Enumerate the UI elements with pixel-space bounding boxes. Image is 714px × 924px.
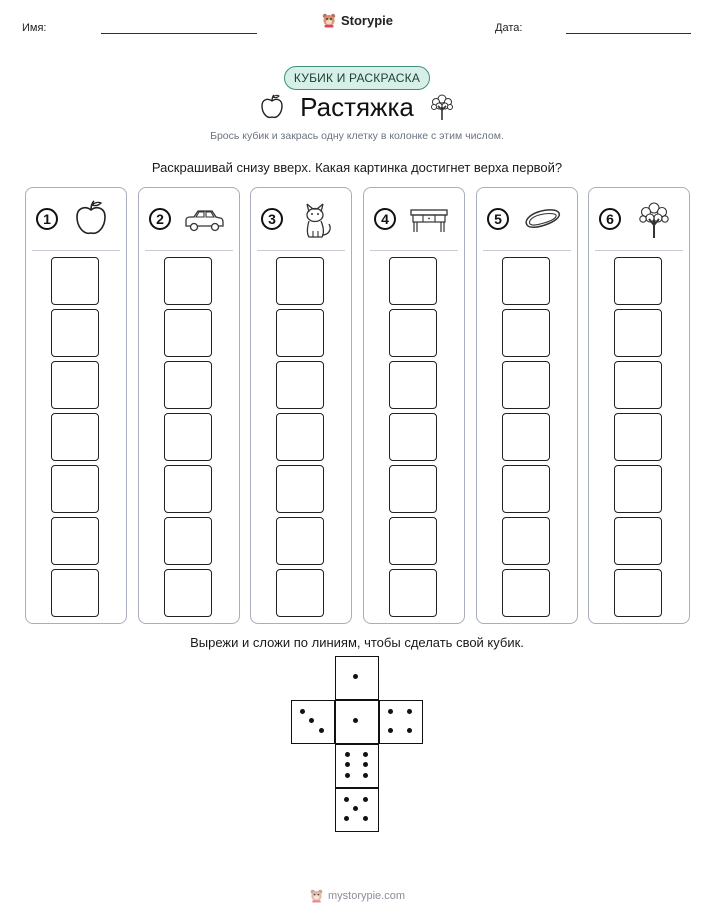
- color-cell[interactable]: [51, 465, 99, 513]
- tree-icon: [633, 198, 675, 240]
- die-face-5: [335, 788, 379, 832]
- die-face-1: [335, 656, 379, 700]
- column-number: 2: [149, 208, 171, 230]
- cat-icon: [295, 198, 337, 240]
- color-cell[interactable]: [276, 309, 324, 357]
- date-field-line[interactable]: [566, 33, 691, 34]
- name-label: Имя:: [22, 22, 47, 34]
- pip: [353, 718, 358, 723]
- color-cell[interactable]: [614, 517, 662, 565]
- color-cell[interactable]: [164, 309, 212, 357]
- column-5: [476, 187, 578, 624]
- color-cell[interactable]: [502, 465, 550, 513]
- color-cell[interactable]: [164, 517, 212, 565]
- pip: [353, 806, 358, 811]
- pip: [345, 773, 350, 778]
- color-cell[interactable]: [276, 465, 324, 513]
- car-icon: [183, 198, 225, 240]
- color-cell[interactable]: [502, 569, 550, 617]
- color-cell[interactable]: [614, 257, 662, 305]
- pip: [363, 752, 368, 757]
- column-divider: [257, 250, 345, 251]
- color-cell[interactable]: [502, 309, 550, 357]
- color-cell[interactable]: [614, 465, 662, 513]
- color-cell[interactable]: [389, 569, 437, 617]
- color-cell[interactable]: [276, 361, 324, 409]
- pip: [344, 797, 349, 802]
- column-number: 5: [487, 208, 509, 230]
- color-cell[interactable]: [389, 361, 437, 409]
- column-3: [250, 187, 352, 624]
- column-divider: [32, 250, 120, 251]
- game-question: Раскрашивай снизу вверх. Какая картинка достигнет верха первой?: [151, 160, 563, 175]
- die-face-6: [335, 744, 379, 788]
- tree-icon: [426, 90, 458, 122]
- color-cell[interactable]: [389, 517, 437, 565]
- column-6: [588, 187, 690, 624]
- color-cell[interactable]: [614, 413, 662, 461]
- pip: [300, 709, 305, 714]
- column-number: 1: [36, 208, 58, 230]
- color-cell[interactable]: [389, 465, 437, 513]
- color-cell[interactable]: [51, 569, 99, 617]
- column-number: 4: [374, 208, 396, 230]
- column-divider: [370, 250, 458, 251]
- color-cell[interactable]: [276, 413, 324, 461]
- column-divider: [483, 250, 571, 251]
- color-cell[interactable]: [276, 569, 324, 617]
- pip: [345, 762, 350, 767]
- brand-name: Storypie: [340, 12, 393, 28]
- pip: [363, 797, 368, 802]
- color-cell[interactable]: [51, 257, 99, 305]
- die-face-4: [379, 700, 423, 744]
- color-cell[interactable]: [51, 517, 99, 565]
- color-cell[interactable]: [502, 517, 550, 565]
- color-cell[interactable]: [164, 465, 212, 513]
- storypie-mascot-icon: [321, 12, 337, 28]
- pip: [407, 728, 412, 733]
- color-cell[interactable]: [276, 517, 324, 565]
- brand-logo: [0, 12, 714, 33]
- pip: [309, 718, 314, 723]
- color-cell[interactable]: [502, 257, 550, 305]
- date-label: Дата:: [495, 22, 523, 34]
- rubber-band-icon: [521, 198, 563, 240]
- color-cell[interactable]: [502, 413, 550, 461]
- pip: [407, 709, 412, 714]
- page-title: Растяжка: [300, 92, 414, 122]
- pip: [345, 752, 350, 757]
- color-cell[interactable]: [164, 569, 212, 617]
- column-1: [25, 187, 127, 624]
- color-cell[interactable]: [614, 309, 662, 357]
- pip: [363, 762, 368, 767]
- column-number: 6: [599, 208, 621, 230]
- apple-icon: [70, 198, 112, 240]
- footer: [0, 888, 714, 908]
- color-cell[interactable]: [389, 413, 437, 461]
- desk-icon: [408, 198, 450, 240]
- column-divider: [595, 250, 683, 251]
- column-4: [363, 187, 465, 624]
- color-cell[interactable]: [389, 309, 437, 357]
- pip: [344, 816, 349, 821]
- activity-tag: КУБИК И РАСКРАСКА: [284, 66, 430, 90]
- column-divider: [145, 250, 233, 251]
- pip: [363, 773, 368, 778]
- color-cell[interactable]: [51, 361, 99, 409]
- color-cell[interactable]: [164, 413, 212, 461]
- pip: [363, 816, 368, 821]
- column-2: [138, 187, 240, 624]
- color-cell[interactable]: [164, 257, 212, 305]
- pip: [319, 728, 324, 733]
- pip: [353, 674, 358, 679]
- column-number: 3: [261, 208, 283, 230]
- color-cell[interactable]: [389, 257, 437, 305]
- storypie-mascot-icon: [309, 888, 324, 903]
- die-face-1-center: [335, 700, 379, 744]
- color-cell[interactable]: [51, 413, 99, 461]
- color-cell[interactable]: [502, 361, 550, 409]
- pip: [388, 728, 393, 733]
- color-cell[interactable]: [614, 569, 662, 617]
- name-field-line[interactable]: [101, 33, 257, 34]
- cut-instruction: Вырежи и сложи по линиям, чтобы сделать свой кубик.: [190, 635, 524, 650]
- pip: [388, 709, 393, 714]
- footer-site[interactable]: mystorypie.com: [327, 889, 406, 902]
- color-cell[interactable]: [164, 361, 212, 409]
- die-face-3: [291, 700, 335, 744]
- instruction-subtitle: Брось кубик и закрась одну клетку в колонке с этим числом.: [210, 130, 504, 142]
- color-cell[interactable]: [614, 361, 662, 409]
- color-cell[interactable]: [51, 309, 99, 357]
- color-cell[interactable]: [276, 257, 324, 305]
